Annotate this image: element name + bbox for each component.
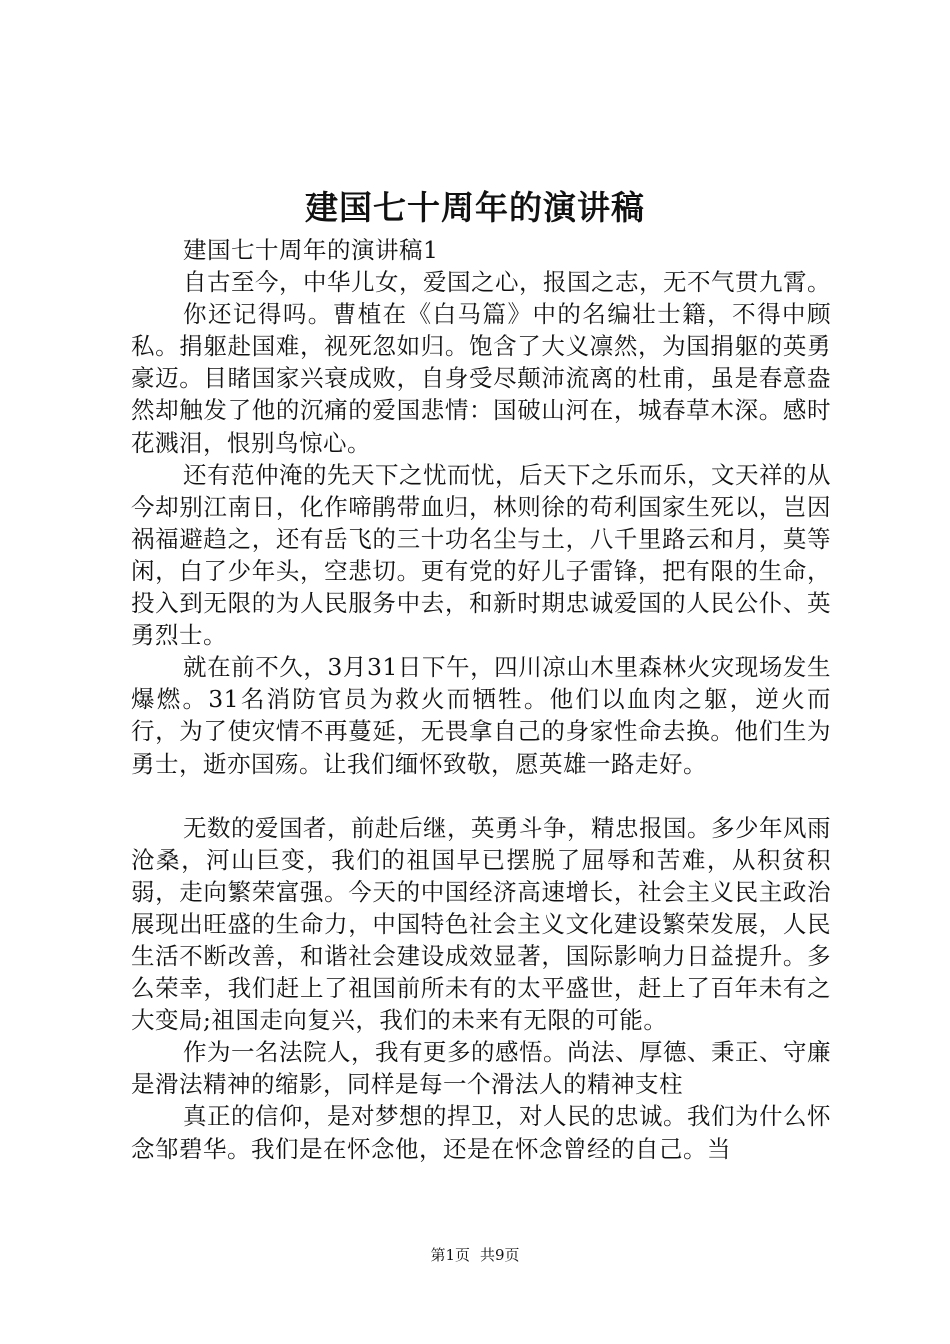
paragraph: 还有范仲淹的先天下之忧而忧，后天下之乐而乐，文天祥的从今却别江南日，化作啼鹃带血归，林则徐的苟利国家生死以，岂因祸福避趋之，还有岳飞的三十功名尘与土，八千里路云和月，莫等闲，白了少年头，空悲切。更有党的好儿子雷锋，把有限的生命，投入到无限的为人民服务中去，和新时期忠诚爱国的人民公仆、英勇烈士。: [131, 460, 831, 650]
paragraph: 真正的信仰，是对梦想的捍卫，对人民的忠诚。我们为什么怀念邹碧华。我们是在怀念他，还是在怀念曾经的自己。当: [131, 1102, 831, 1163]
paragraph: 无数的爱国者，前赴后继，英勇斗争，精忠报国。多少年风雨沧桑，河山巨变，我们的祖国早已摆脱了屈辱和苦难，从积贫积弱，走向繁荣富强。今天的中国经济高速增长，社会主义民主政治展现出旺盛的生命力，中国特色社会主义文化建设繁荣发展，人民生活不断改善，和谐社会建设成效显著，国际影响力日益提升。多么荣幸，我们赶上了祖国前所未有的太平盛世，赶上了百年未有之大变局;祖国走向复兴，我们的未来有无限的可能。: [131, 813, 831, 1035]
page-footer: [0, 1245, 950, 1265]
blank-line: [131, 780, 831, 812]
page-total: 共9页: [480, 1246, 520, 1264]
paragraph: 自古至今，中华儿女，爱国之心，报国之志，无不气贯九霄。: [183, 268, 831, 297]
paragraph-heading: 建国七十周年的演讲稿1: [183, 236, 439, 264]
document-title: 建国七十周年的演讲稿: [305, 188, 645, 227]
paragraph: 作为一名法院人，我有更多的感悟。尚法、厚德、秉正、守廉是滑法精神的缩影，同样是每一个滑法人的精神支柱: [131, 1038, 831, 1099]
page-number: 第1页: [430, 1246, 470, 1264]
paragraph: 你还记得吗。曹植在《白马篇》中的名编壮士籍，不得中顾私。捐躯赴国难，视死忽如归。饱含了大义凛然，为国捐躯的英勇豪迈。目睹国家兴衰成败，自身受尽颠沛流离的杜甫，虽是春意盎然却触发了他的沉痛的爱国悲情：国破山河在，城春草木深。感时花溅泪，恨别鸟惊心。: [131, 300, 831, 457]
paragraph: 就在前不久，3月31日下午，四川凉山木里森林火灾现场发生爆燃。31名消防官员为救火而牺牲。他们以血肉之躯，逆火而行，为了使灾情不再蔓延，无畏拿自己的身家性命去换。他们生为勇士，逝亦国殇。让我们缅怀致敬，愿英雄一路走好。: [131, 653, 831, 778]
document-body: [131, 234, 831, 1165]
